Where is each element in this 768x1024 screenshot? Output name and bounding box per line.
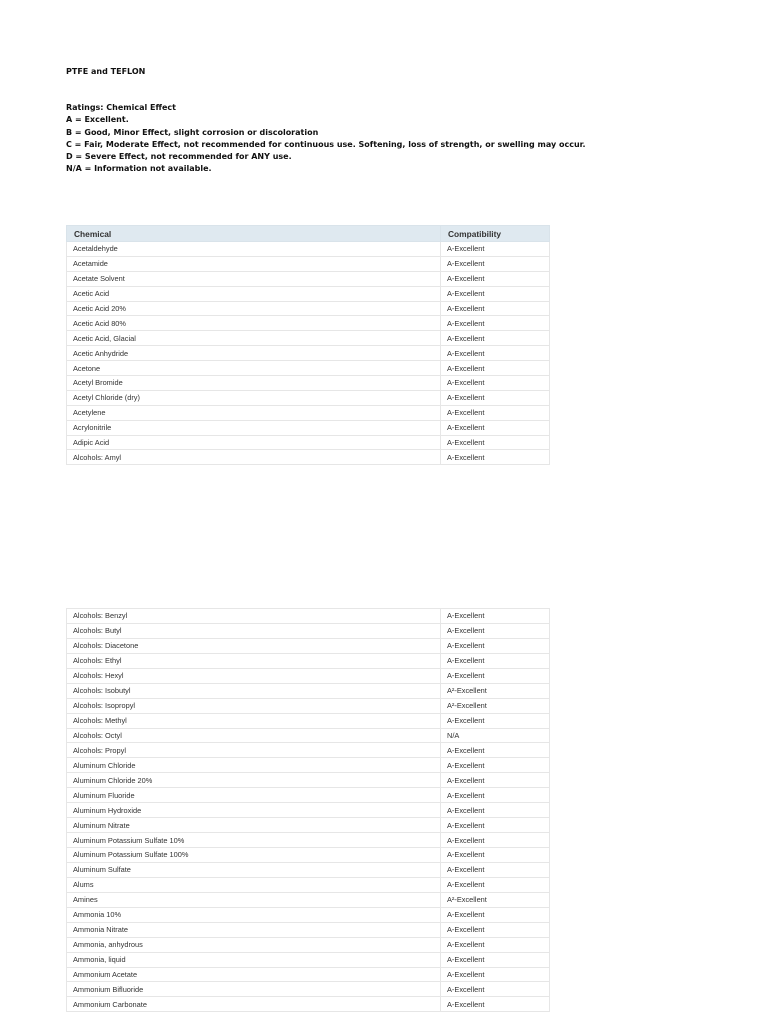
compatibility-rating-cell: A-Excellent xyxy=(441,653,550,668)
chemical-name-cell: Aluminum Chloride 20% xyxy=(67,773,441,788)
chemical-name-cell: Aluminum Fluoride xyxy=(67,788,441,803)
chemical-name-cell: Alcohols: Diacetone xyxy=(67,638,441,653)
chemical-name-cell: Alcohols: Isobutyl xyxy=(67,683,441,698)
table-row xyxy=(67,623,550,638)
table-row xyxy=(67,361,550,376)
rating-a: A = Excellent. xyxy=(66,115,129,125)
compatibility-rating-cell: A-Excellent xyxy=(441,271,550,286)
table-row xyxy=(67,848,550,863)
chemical-name-cell: Alcohols: Isopropyl xyxy=(67,698,441,713)
compatibility-rating-cell: A-Excellent xyxy=(441,907,550,922)
compatibility-rating-cell: A-Excellent xyxy=(441,405,550,420)
chemical-name-cell: Aluminum Potassium Sulfate 100% xyxy=(67,848,441,863)
chemical-name-cell: Ammonia Nitrate xyxy=(67,922,441,937)
chemical-name-cell: Alcohols: Amyl xyxy=(67,450,441,465)
compatibility-rating-cell: A-Excellent xyxy=(441,997,550,1012)
chemical-name-cell: Acetic Acid, Glacial xyxy=(67,331,441,346)
compatibility-rating-cell: A-Excellent xyxy=(441,922,550,937)
chemical-name-cell: Acetaldehyde xyxy=(67,242,441,257)
chemical-name-cell: Ammonium Carbonate xyxy=(67,997,441,1012)
table-row xyxy=(67,638,550,653)
compatibility-rating-cell: A-Excellent xyxy=(441,788,550,803)
chemical-name-cell: Acetamide xyxy=(67,256,441,271)
compatibility-rating-cell: A-Excellent xyxy=(441,331,550,346)
table-row xyxy=(67,609,550,624)
table-row xyxy=(67,892,550,907)
chemical-name-cell: Alcohols: Methyl xyxy=(67,713,441,728)
chemical-name-cell: Ammonia, anhydrous xyxy=(67,937,441,952)
compatibility-rating-cell: A-Excellent xyxy=(441,609,550,624)
chemical-name-cell: Alcohols: Propyl xyxy=(67,743,441,758)
table-row xyxy=(67,668,550,683)
compatibility-rating-cell: A-Excellent xyxy=(441,361,550,376)
compatibility-rating-cell: A-Excellent xyxy=(441,286,550,301)
rating-d: D = Severe Effect, not recommended for ANY use. xyxy=(66,152,292,162)
chemical-name-cell: Acetic Acid 80% xyxy=(67,316,441,331)
compatibility-table-page-2 xyxy=(66,608,550,1012)
compatibility-rating-cell: A-Excellent xyxy=(441,242,550,257)
compatibility-rating-cell: A-Excellent xyxy=(441,623,550,638)
table-row xyxy=(67,877,550,892)
chemical-name-cell: Acetate Solvent xyxy=(67,271,441,286)
table-row xyxy=(67,242,550,257)
compatibility-rating-cell: A-Excellent xyxy=(441,668,550,683)
rating-b: B = Good, Minor Effect, slight corrosion or discoloration xyxy=(66,127,319,137)
chemical-name-cell: Acetyl Chloride (dry) xyxy=(67,390,441,405)
compatibility-rating-cell: A-Excellent xyxy=(441,743,550,758)
column-header-compatibility: Compatibility xyxy=(441,226,550,242)
table-row xyxy=(67,922,550,937)
compatibility-rating-cell: A-Excellent xyxy=(441,803,550,818)
table-row xyxy=(67,420,550,435)
compatibility-rating-cell: A-Excellent xyxy=(441,450,550,465)
chemical-name-cell: Acetone xyxy=(67,361,441,376)
table-row xyxy=(67,450,550,465)
table-row xyxy=(67,301,550,316)
table-row xyxy=(67,683,550,698)
table-row xyxy=(67,713,550,728)
compatibility-rating-cell: A-Excellent xyxy=(441,390,550,405)
chemical-name-cell: Alcohols: Ethyl xyxy=(67,653,441,668)
compatibility-rating-cell: A-Excellent xyxy=(441,346,550,361)
compatibility-rating-cell: A-Excellent xyxy=(441,435,550,450)
table-row xyxy=(67,286,550,301)
table-row xyxy=(67,997,550,1012)
table-row xyxy=(67,256,550,271)
table-row xyxy=(67,758,550,773)
table-row xyxy=(67,833,550,848)
compatibility-rating-cell: A-Excellent xyxy=(441,301,550,316)
chemical-name-cell: Alcohols: Benzyl xyxy=(67,609,441,624)
ratings-heading: Ratings: Chemical Effect xyxy=(66,103,176,112)
table-row xyxy=(67,405,550,420)
table-header-row xyxy=(67,226,550,242)
table-row xyxy=(67,653,550,668)
ratings-legend xyxy=(66,102,585,176)
compatibility-rating-cell: A-Excellent xyxy=(441,773,550,788)
compatibility-rating-cell: A-Excellent xyxy=(441,982,550,997)
compatibility-rating-cell: N/A xyxy=(441,728,550,743)
table-row xyxy=(67,346,550,361)
table-row xyxy=(67,271,550,286)
compatibility-rating-cell: A-Excellent xyxy=(441,862,550,877)
compatibility-rating-cell: A-Excellent xyxy=(441,937,550,952)
compatibility-rating-cell: A-Excellent xyxy=(441,638,550,653)
document-title: PTFE and TEFLON xyxy=(66,67,146,76)
table-row xyxy=(67,907,550,922)
rating-na: N/A = Information not available. xyxy=(66,164,212,174)
chemical-name-cell: Acrylonitrile xyxy=(67,420,441,435)
compatibility-table-page-1 xyxy=(66,225,550,465)
chemical-name-cell: Aluminum Chloride xyxy=(67,758,441,773)
compatibility-rating-cell: A-Excellent xyxy=(441,256,550,271)
compatibility-rating-cell: A-Excellent xyxy=(441,877,550,892)
table-row xyxy=(67,982,550,997)
rating-c: C = Fair, Moderate Effect, not recommended for continuous use. Softening, loss of strength, or swelling may occur. xyxy=(66,139,586,149)
table-row xyxy=(67,937,550,952)
compatibility-rating-cell: A²-Excellent xyxy=(441,698,550,713)
chemical-name-cell: Aluminum Potassium Sulfate 10% xyxy=(67,833,441,848)
table-row xyxy=(67,773,550,788)
chemical-name-cell: Acetyl Bromide xyxy=(67,376,441,391)
chemical-name-cell: Aluminum Sulfate xyxy=(67,862,441,877)
chemical-name-cell: Acetic Anhydride xyxy=(67,346,441,361)
compatibility-rating-cell: A-Excellent xyxy=(441,316,550,331)
table-row xyxy=(67,316,550,331)
compatibility-rating-cell: A-Excellent xyxy=(441,818,550,833)
table-row xyxy=(67,331,550,346)
table-row xyxy=(67,743,550,758)
compatibility-rating-cell: A²-Excellent xyxy=(441,683,550,698)
chemical-name-cell: Alcohols: Hexyl xyxy=(67,668,441,683)
chemical-name-cell: Acetic Acid xyxy=(67,286,441,301)
table-row xyxy=(67,952,550,967)
chemical-name-cell: Ammonia 10% xyxy=(67,907,441,922)
chemical-name-cell: Acetylene xyxy=(67,405,441,420)
chemical-name-cell: Amines xyxy=(67,892,441,907)
compatibility-rating-cell: A-Excellent xyxy=(441,376,550,391)
table-row xyxy=(67,728,550,743)
table-row xyxy=(67,967,550,982)
compatibility-rating-cell: A-Excellent xyxy=(441,952,550,967)
compatibility-rating-cell: A-Excellent xyxy=(441,848,550,863)
table-row xyxy=(67,435,550,450)
chemical-name-cell: Aluminum Hydroxide xyxy=(67,803,441,818)
chemical-name-cell: Alums xyxy=(67,877,441,892)
table-row xyxy=(67,390,550,405)
chemical-name-cell: Ammonium Acetate xyxy=(67,967,441,982)
compatibility-rating-cell: A-Excellent xyxy=(441,420,550,435)
compatibility-rating-cell: A-Excellent xyxy=(441,758,550,773)
chemical-name-cell: Ammonia, liquid xyxy=(67,952,441,967)
chemical-name-cell: Aluminum Nitrate xyxy=(67,818,441,833)
compatibility-rating-cell: A²-Excellent xyxy=(441,892,550,907)
table-row xyxy=(67,862,550,877)
table-row xyxy=(67,803,550,818)
compatibility-rating-cell: A-Excellent xyxy=(441,967,550,982)
compatibility-rating-cell: A-Excellent xyxy=(441,713,550,728)
table-row xyxy=(67,376,550,391)
table-row xyxy=(67,818,550,833)
table-row xyxy=(67,698,550,713)
chemical-name-cell: Acetic Acid 20% xyxy=(67,301,441,316)
table-row xyxy=(67,788,550,803)
table-body xyxy=(67,242,550,465)
column-header-chemical: Chemical xyxy=(67,226,441,242)
chemical-name-cell: Alcohols: Butyl xyxy=(67,623,441,638)
chemical-name-cell: Adipic Acid xyxy=(67,435,441,450)
table-body xyxy=(67,609,550,1012)
chemical-name-cell: Alcohols: Octyl xyxy=(67,728,441,743)
chemical-name-cell: Ammonium Bifluoride xyxy=(67,982,441,997)
compatibility-rating-cell: A-Excellent xyxy=(441,833,550,848)
